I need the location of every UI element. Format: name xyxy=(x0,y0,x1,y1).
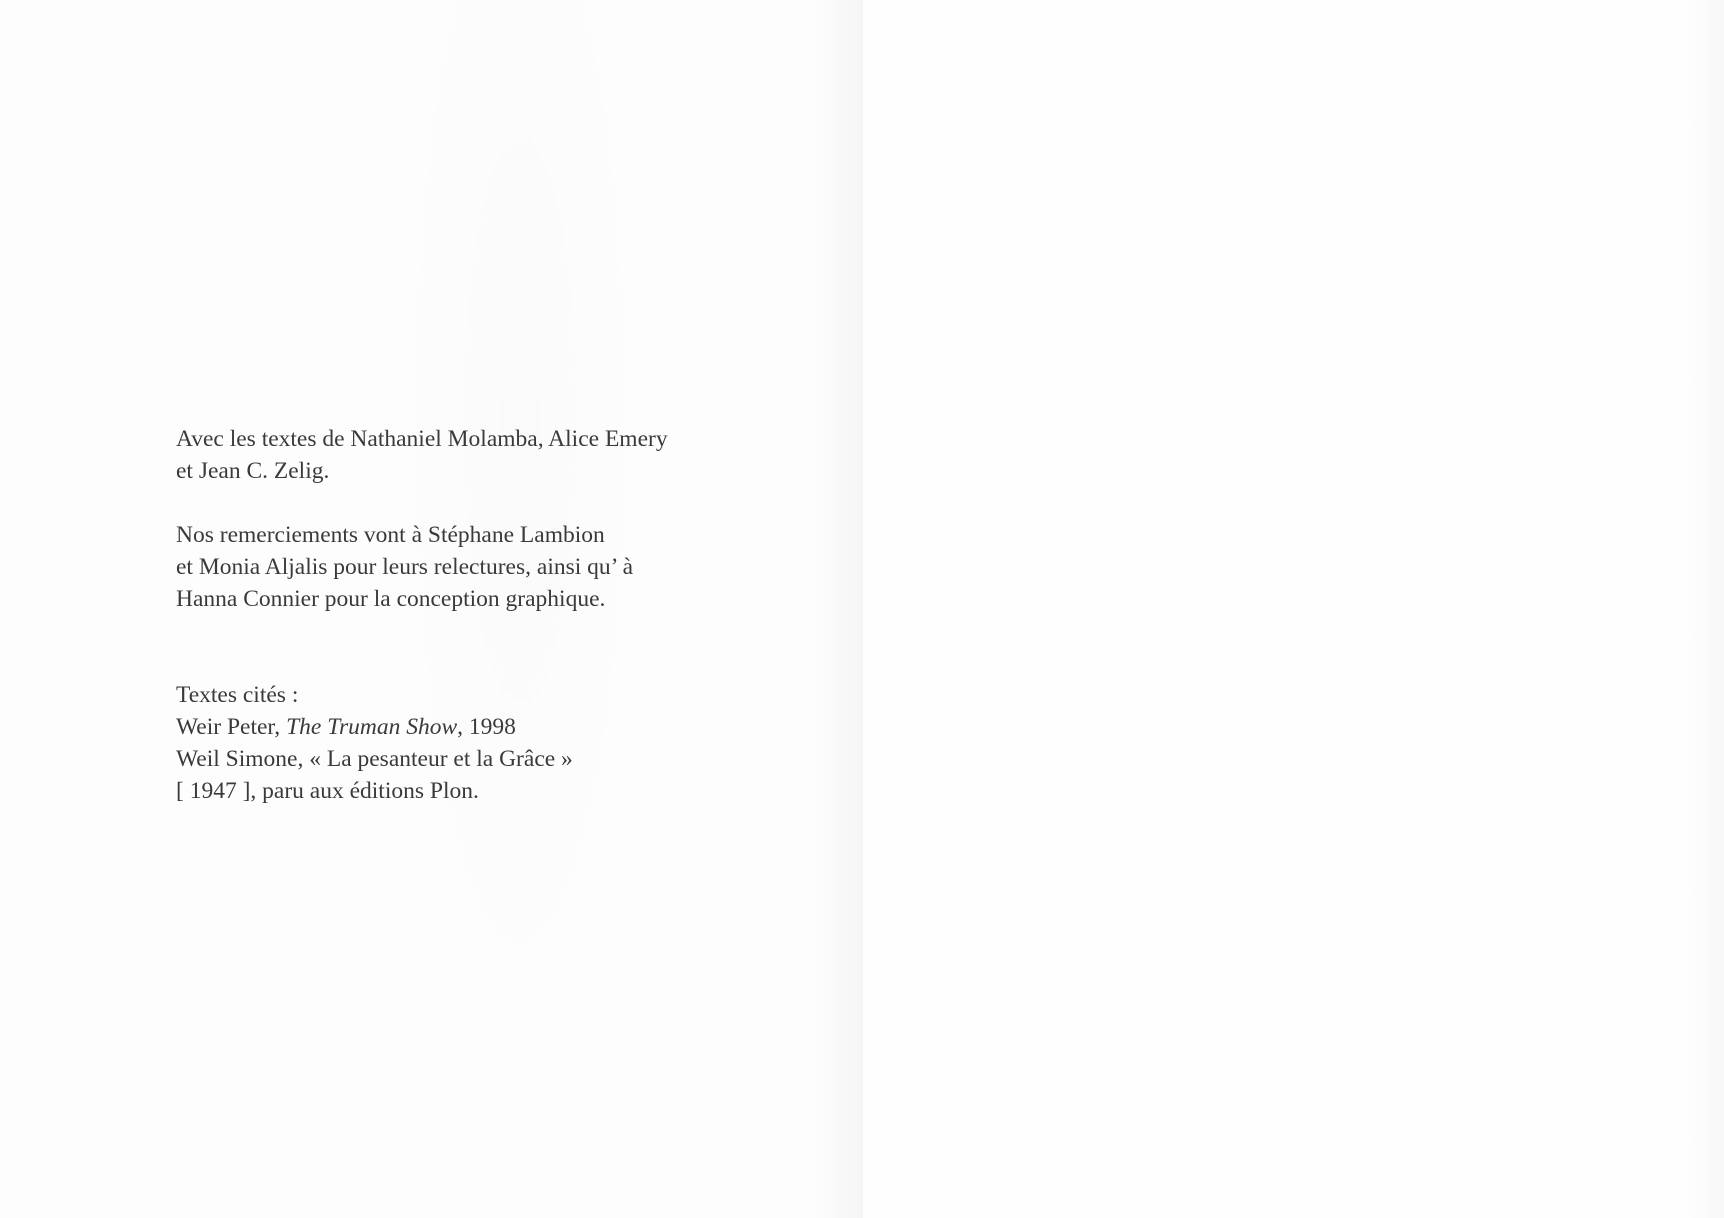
reference-title: The Truman Show xyxy=(286,714,458,740)
reference-author: Weir Peter, xyxy=(176,714,287,740)
cited-reference-2-line-2: [ 1947 ], paru aux éditions Plon. xyxy=(176,778,479,804)
right-page xyxy=(863,0,1724,1218)
reference-year: , 1998 xyxy=(457,714,516,740)
credits-paragraph xyxy=(176,423,736,487)
acknowledgements-line-2: et Monia Aljalis pour leurs relectures, ainsi qu’ à xyxy=(176,554,634,580)
credits-line-1: Avec les textes de Nathaniel Molamba, Alice Emery xyxy=(176,426,668,452)
cited-reference-1 xyxy=(176,711,736,743)
cited-texts xyxy=(176,679,736,807)
page-edge-shadow xyxy=(1684,0,1724,1218)
credits-line-2: et Jean C. Zelig. xyxy=(176,458,330,484)
acknowledgements-line-3: Hanna Connier pour la conception graphique. xyxy=(176,586,606,612)
cited-texts-heading: Textes cités : xyxy=(176,682,299,708)
acknowledgements-paragraph xyxy=(176,519,736,615)
cited-reference-2-line-1: Weil Simone, « La pesanteur et la Grâce » xyxy=(176,746,573,772)
acknowledgements-line-1: Nos remerciements vont à Stéphane Lambion xyxy=(176,522,605,548)
gutter-shadow xyxy=(815,0,863,1218)
